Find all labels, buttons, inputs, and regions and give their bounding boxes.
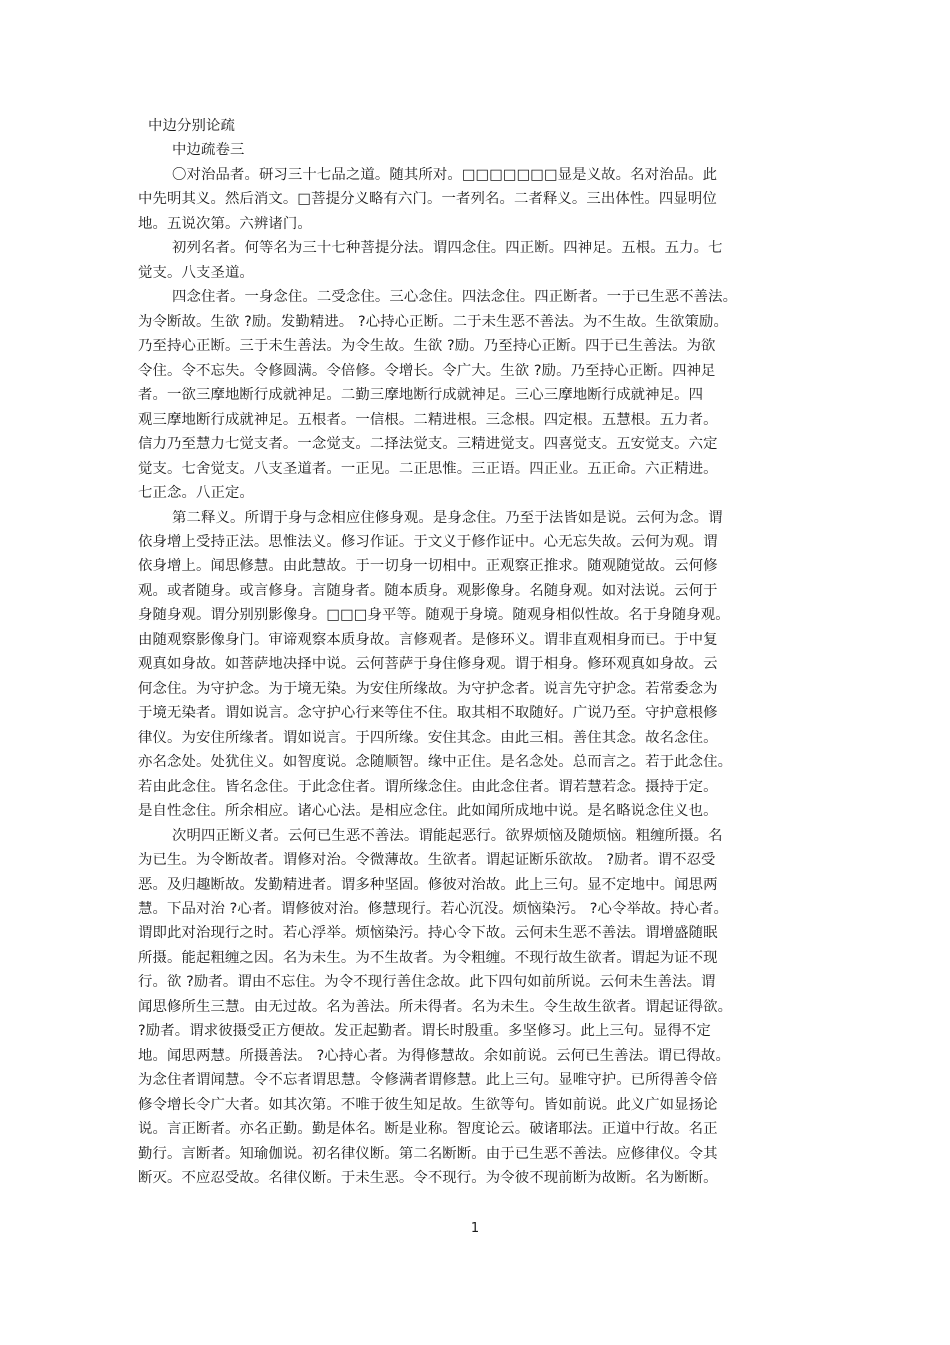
text-line: 观。或者随身。或言修身。言随身者。随本质身。观影像身。名随身观。如对法说。云何于 — [138, 582, 718, 599]
text-line: 慧。下品对治 ?心者。谓修彼对治。修慧现行。若心沉没。烦恼染污。 ?心令举故。持心者。 — [138, 901, 728, 917]
document-body — [138, 114, 778, 1191]
text-line: 为已生。为令断故者。谓修对治。令微薄故。生欲者。谓起证断乐欲故。 ?励者。谓不忍受 — [138, 852, 716, 869]
text-line: 觉支。七舍觉支。八支圣道者。一正见。二正思惟。三正语。四正业。五正命。六正精进。 — [138, 460, 718, 477]
text-line: 令住。令不忘失。令修圆满。令倍修。令增长。令广大。生欲 ?励。乃至持心正断。四神足 — [138, 362, 716, 379]
text-line: 地。闻思两慧。所摄善法。 ?心持心者。为得修慧故。余如前说。云何已生善法。谓已得故。 — [138, 1047, 731, 1064]
text-line: 地。五说次第。六辨诸门。 — [138, 215, 312, 232]
text-line: 是自性念住。所余相应。诸心心法。是相应念住。此如闻所成地中说。是名略说念住义也。 — [138, 803, 718, 820]
text-line: 信力乃至慧力七觉支者。一念觉支。二择法觉支。三精进觉支。四喜觉支。五安觉支。六定 — [138, 436, 718, 453]
text-line: 次明四正断义者。云何已生恶不善法。谓能起恶行。欲界烦恼及随烦恼。粗缠所摄。名 — [172, 827, 723, 844]
text-line: 为念住者谓闻慧。令不忘者谓思慧。令修满者谓修慧。此上三句。显唯守护。已所得善令倍 — [138, 1072, 718, 1089]
text-line: 谓即此对治现行之时。若心浮举。烦恼染污。持心令下故。云何未生恶不善法。谓增盛随眠 — [138, 925, 718, 942]
text-line: 觉支。八支圣道。 — [138, 264, 254, 281]
text-line: ?励者。谓求彼摄受正方便故。发正起勤者。谓长时殷重。多坚修习。此上三句。显得不定 — [138, 1023, 711, 1040]
text-line: 者。一欲三摩地断行成就神足。二勤三摩地断行成就神足。三心三摩地断行成就神足。四 — [138, 387, 704, 404]
text-line: 亦名念处。处犹住义。如智度说。念随顺智。缘中正住。是名念处。总而言之。若于此念住。 — [138, 754, 733, 771]
text-line: 若由此念住。皆名念住。于此念住者。谓所缘念住。由此念住者。谓若慧若念。摄持于定。 — [138, 778, 718, 795]
text-line: 〇对治品者。研习三十七品之道。随其所对。□□□□□□□显是义故。名对治品。此 — [172, 166, 718, 183]
text-line: 观三摩地断行成就神足。五根者。一信根。二精进根。三念根。四定根。五慧根。五力者。 — [138, 411, 718, 428]
text-line: 中边疏卷三 — [172, 142, 245, 159]
text-line: 何念住。为守护念。为于境无染。为安住所缘故。为守护念者。说言先守护念。若常委念为 — [138, 680, 718, 697]
text-line: 乃至持心正断。三于未生善法。为令生故。生欲 ?励。乃至持心正断。四于已生善法。为欲 — [138, 338, 716, 355]
text-line: 为令断故。生欲 ?励。发勤精进。 ?心持心正断。二于未生恶不善法。为不生故。生欲策励。 — [138, 313, 728, 330]
text-line: 由随观察影像身门。审谛观察本质身故。言修观者。是修环义。谓非直观相身而已。于中复 — [138, 631, 718, 648]
text-line: 修令增长令广大者。如其次第。不唯于彼生知足故。生欲等句。皆如前说。此义广如显扬论 — [138, 1096, 718, 1113]
page-number: 1 — [470, 1221, 480, 1236]
text-line: 观真如身故。如菩萨地决择中说。云何菩萨于身住修身观。谓于相身。修环观真如身故。云 — [138, 656, 718, 673]
text-line: 律仪。为安住所缘者。谓如说言。于四所缘。安住其念。由此三相。善住其念。故名念住。 — [138, 729, 718, 746]
text-line: 七正念。八正定。 — [138, 485, 254, 502]
text-line: 依身增上。闻思修慧。由此慧故。于一切身一切相中。正观察正推求。随观随觉故。云何修 — [138, 558, 718, 575]
document-title: 中边分别论疏 — [148, 118, 235, 134]
text-line: 闻思修所生三慧。由无过故。名为善法。所未得者。名为未生。令生故生欲者。谓起证得欲。 — [138, 998, 733, 1015]
text-line: 于境无染者。谓如说言。念守护心行来等住不住。取其相不取随好。广说乃至。守护意根修 — [138, 705, 718, 722]
text-line: 所摄。能起粗缠之因。名为未生。为不生故者。为令粗缠。不现行故生欲者。谓起为证不现 — [138, 949, 718, 966]
text-line: 身随身观。谓分别别影像身。□□□身平等。随观于身境。随观身相似性故。名于身随身观。 — [138, 607, 730, 624]
text-line: 第二释义。所谓于身与念相应住修身观。是身念住。乃至于法皆如是说。云何为念。谓 — [172, 509, 723, 526]
text-line: 说。言正断者。亦名正勤。勤是体名。断是业称。智度论云。破诸耶法。正道中行故。名正 — [138, 1121, 718, 1138]
text-line: 四念住者。一身念住。二受念住。三心念住。四法念住。四正断者。一于已生恶不善法。 — [172, 289, 738, 306]
text-line: 断灭。不应忍受故。名律仪断。于未生恶。令不现行。为令彼不现前断为故断。名为断断。 — [138, 1170, 718, 1187]
text-line: 恶。及归趣断故。发勤精进者。谓多种坚固。修彼对治故。此上三句。显不定地中。闻思两 — [138, 876, 718, 893]
text-line: 中先明其义。然后消文。□菩提分义略有六门。一者列名。二者释义。三出体性。四显明位 — [138, 191, 717, 208]
text-line: 依身增上受持正法。思惟法义。修习作证。于文义于修作证中。心无忘失故。云何为观。谓 — [138, 533, 718, 550]
text-line: 初列名者。何等名为三十七种菩提分法。谓四念住。四正断。四神足。五根。五力。七 — [172, 240, 723, 257]
text-line: 行。欲 ?励者。谓由不忘住。为令不现行善住念故。此下四句如前所说。云何未生善法。谓 — [138, 974, 716, 991]
text-line: 勤行。言断者。知瑜伽说。初名律仪断。第二名断断。由于已生恶不善法。应修律仪。令其 — [138, 1145, 718, 1162]
